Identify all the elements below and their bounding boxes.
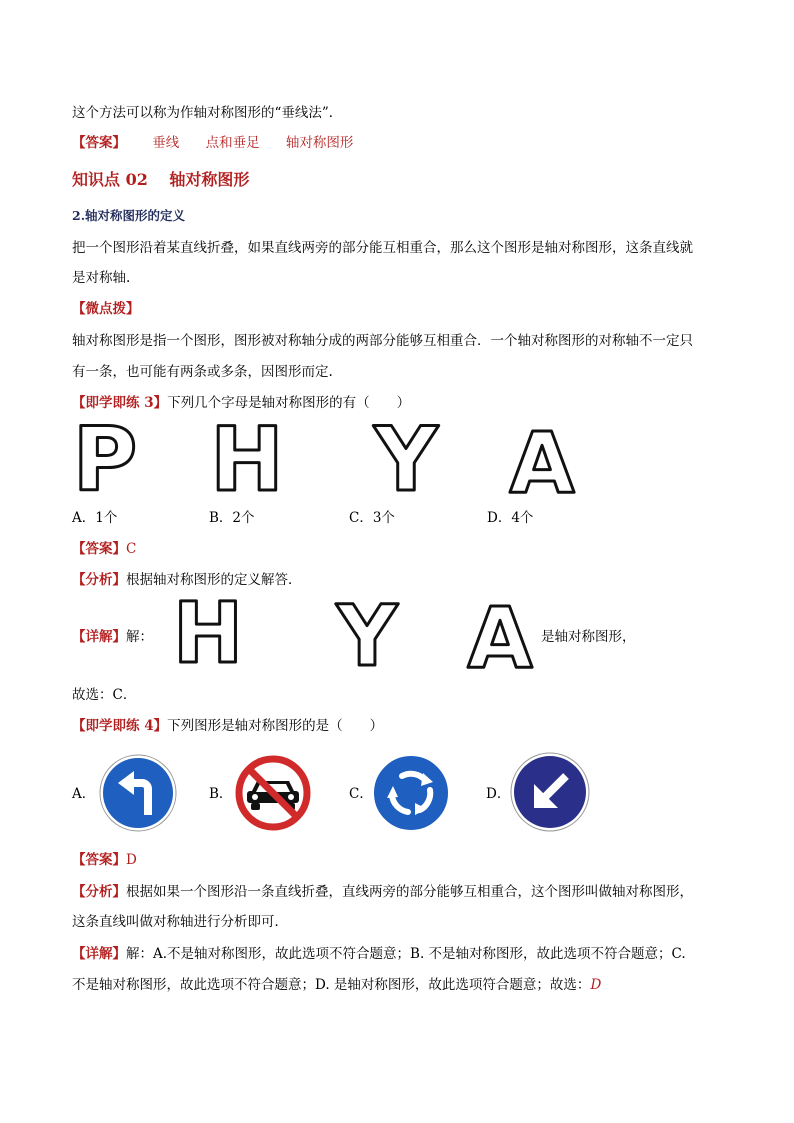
q4-question: 下列图形是轴对称图形的是（ ） [167, 718, 384, 734]
q3-question: 下列几个字母是轴对称图形的有（ ） [167, 395, 411, 411]
q3-answer-label: 【答案】 [72, 541, 126, 557]
q4-option-c: C． [349, 786, 373, 802]
turn-left-sign-icon [98, 753, 178, 833]
q3-detail-suffix: 是轴对称图形， [541, 629, 636, 645]
definition-line-1: 把一个图形沿着某直线折叠，如果直线两旁的部分能互相重合，那么这个图形是轴对称图形，这条直线就 [72, 240, 693, 256]
q4-detail-row [72, 945, 686, 963]
tip-line-1: 轴对称图形是指一个图形，图形被对称轴分成的两部分能够互相重合．一个轴对称图形的对称轴不一定只 [72, 333, 693, 349]
q3-analysis-row [72, 571, 302, 589]
q3-option-d: D．4个 [487, 510, 534, 526]
q4-answer-row [72, 851, 137, 869]
q3-answer: C [126, 541, 137, 557]
tip-label: 【微点拨】 [72, 301, 140, 317]
down-left-arrow-sign-icon [510, 752, 590, 832]
q3-conclusion: 故选：C． [72, 687, 137, 703]
roundabout-sign-icon [371, 753, 451, 833]
q4-answer: D [126, 852, 137, 868]
q3-option-a: A．1个 [72, 510, 118, 526]
q4-analysis-label: 【分析】 [72, 884, 126, 900]
intro-text: 这个方法可以称为作轴对称图形的“垂线法”． [72, 105, 343, 121]
subsection-title: 2.轴对称图形的定义 [72, 208, 186, 223]
q4-question-row [72, 717, 383, 735]
q4-option-d: D． [486, 786, 511, 802]
detail-letter-y: Y [336, 587, 398, 685]
section-title: 知识点 02 轴对称图形 [72, 170, 250, 189]
q4-label: 【即学即练 4】 [72, 718, 168, 734]
q3-detail-label: 【详解】 [72, 629, 126, 645]
q4-answer-label: 【答案】 [72, 852, 126, 868]
q3-option-b: B．2个 [209, 510, 255, 526]
q3-label: 【即学即练 3】 [72, 395, 168, 411]
q4-analysis-row [72, 883, 693, 901]
detail-letter-a: A [467, 589, 533, 687]
q4-option-a: A． [72, 786, 96, 802]
q3-analysis-label: 【分析】 [72, 572, 126, 588]
tip-line-2: 有一条，也可能有两条或多条，因图形而定. [72, 364, 333, 380]
definition-line-2: 是对称轴. [72, 270, 131, 286]
answer-item-1: 垂线 [152, 135, 180, 151]
q3-analysis: 根据轴对称图形的定义解答． [126, 572, 302, 588]
answer-label: 【答案】 [72, 135, 126, 151]
letter-a: A [509, 414, 575, 512]
q4-detail-line-2: 不是轴对称图形，故此选项不符合题意；D. 是轴对称图形，故此选项符合题意；故选： [72, 977, 591, 993]
q3-detail-row [72, 628, 153, 646]
q4-detail-label: 【详解】 [72, 946, 126, 962]
q4-detail-final: D [590, 977, 602, 993]
q4-analysis-line-1: 根据如果一个图形沿一条直线折叠，直线两旁的部分能够互相重合，这个图形叫做轴对称图形， [126, 884, 693, 900]
letter-p: P [72, 408, 138, 511]
q4-option-b: B． [209, 786, 233, 802]
q4-detail-line-2-row [72, 976, 601, 994]
detail-letter-h: H [172, 584, 244, 682]
q3-answer-row [72, 540, 136, 558]
no-car-sign-icon [233, 753, 313, 833]
letter-h: H [210, 408, 284, 511]
answer-item-3: 轴对称图形 [285, 135, 354, 151]
answer-item-2: 点和垂足 [205, 135, 260, 151]
q4-detail-line-1: 解：A.不是轴对称图形，故此选项不符合题意；B. 不是轴对称图形，故此选项不符合题意；C. [126, 946, 686, 962]
q3-option-c: C．3个 [349, 510, 395, 526]
letter-y: Y [374, 408, 438, 511]
q3-detail-prefix: 解： [126, 629, 153, 645]
q4-analysis-line-2: 这条直线叫做对称轴进行分析即可． [72, 914, 288, 930]
